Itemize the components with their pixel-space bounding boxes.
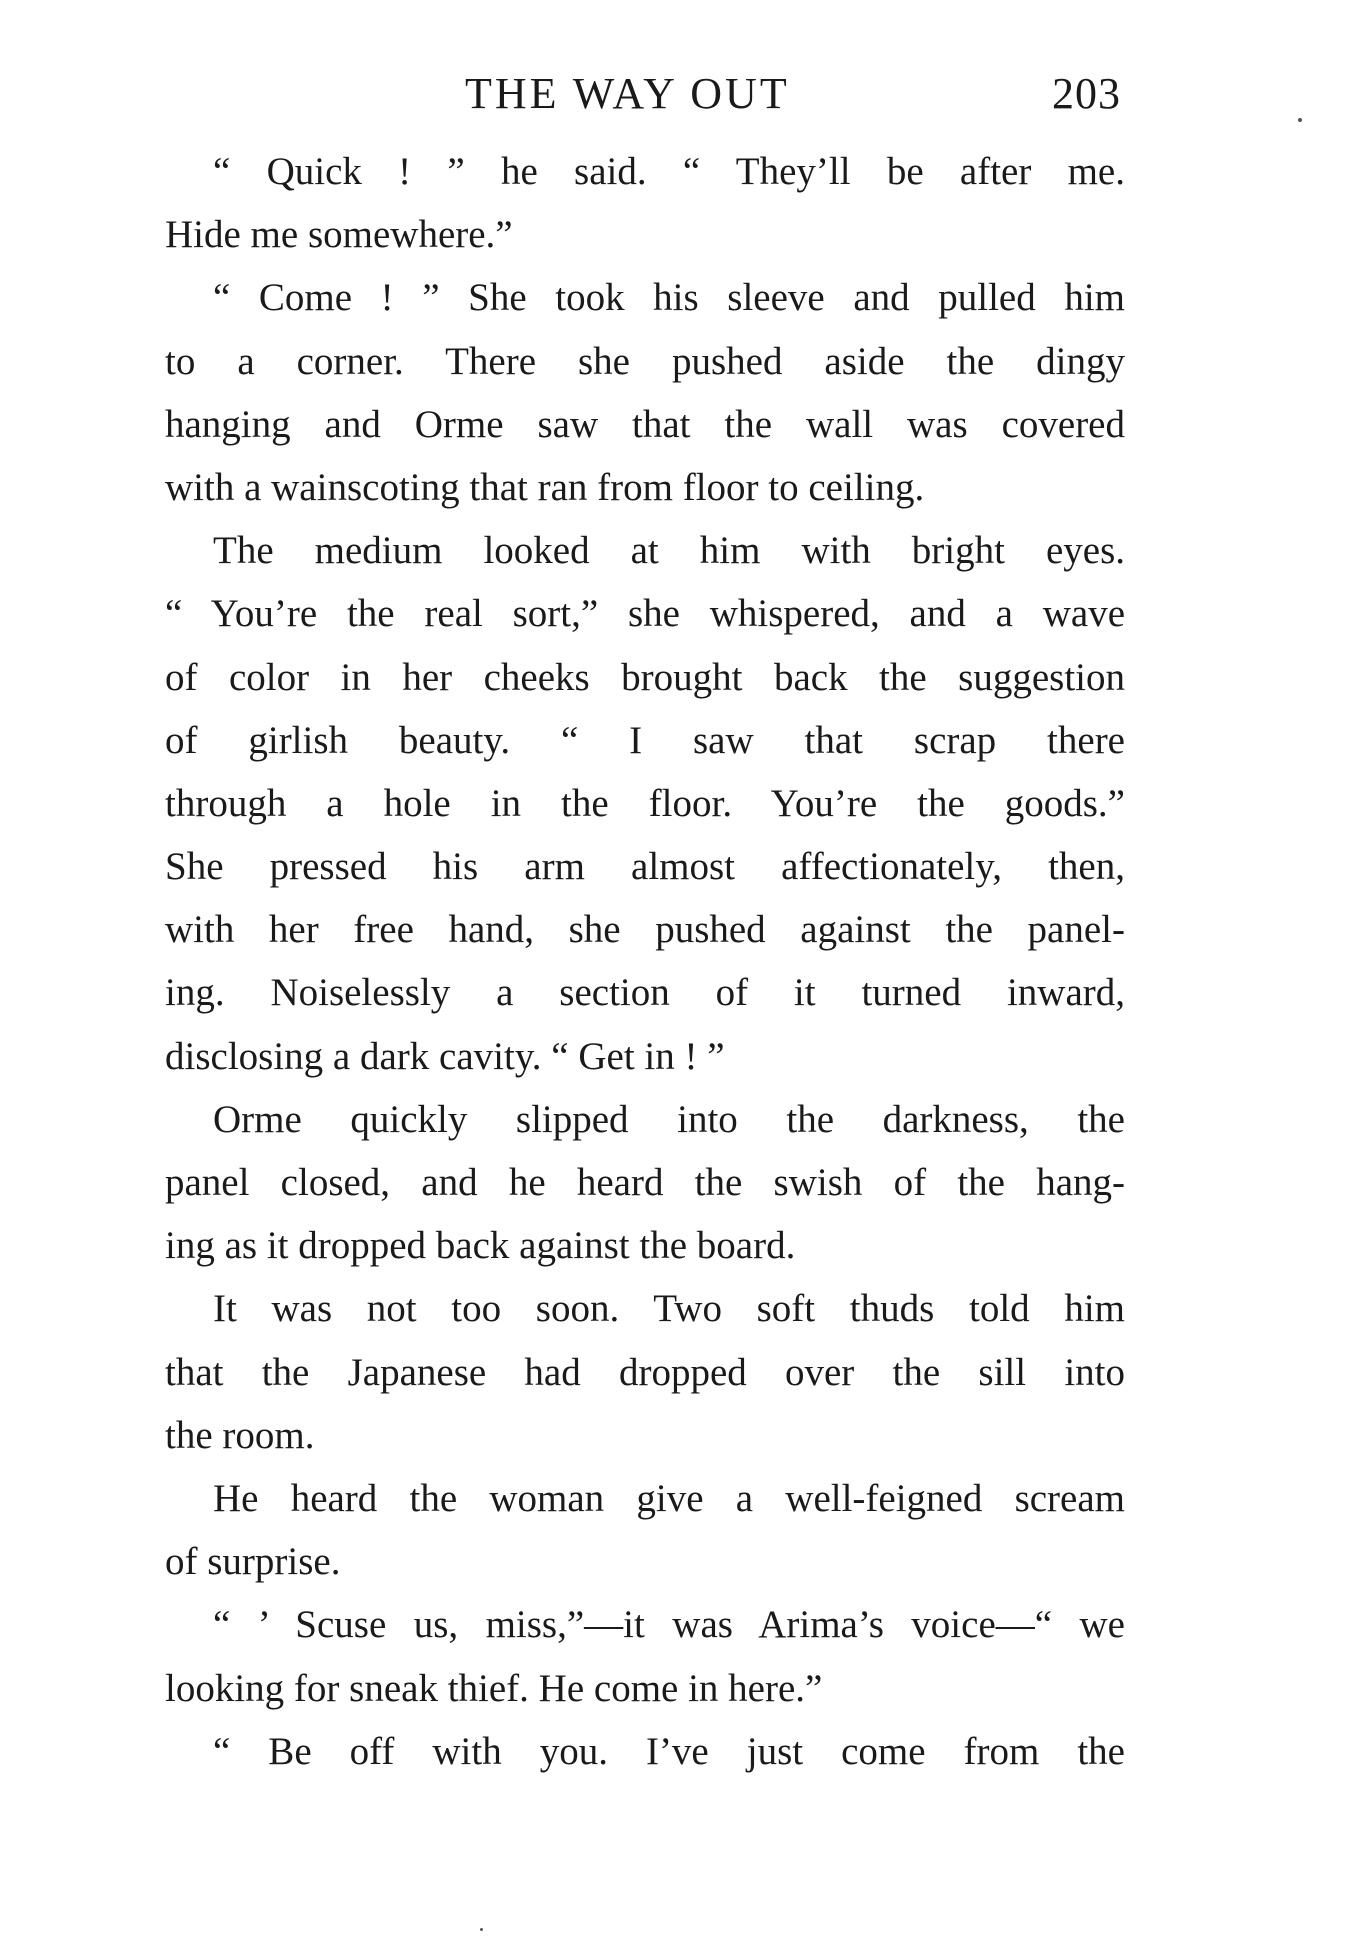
page-number: 203 [1052, 69, 1121, 118]
text-line: It was not too soon. Two soft thuds told him [213, 1287, 1125, 1331]
text-line: “ You’re the real sort,” she whispered, and a wave [165, 592, 1125, 636]
text-line: through a hole in the floor. You’re the goods.” [165, 781, 1125, 825]
running-head [165, 68, 1125, 124]
text-line: “ Come ! ” She took his sleeve and pulled him [213, 276, 1125, 320]
text-line: The medium looked at him with bright eyes. [213, 529, 1125, 573]
running-title: THE WAY OUT [465, 69, 790, 118]
text-line: Hide me somewhere.” [165, 213, 513, 257]
text-line: of surprise. [165, 1540, 341, 1584]
text-line: ing as it dropped back against the board. [165, 1224, 796, 1268]
paper-speck [1298, 118, 1302, 122]
text-line: the room. [165, 1413, 315, 1457]
text-line: looking for sneak thief. He come in here.” [165, 1666, 823, 1710]
text-line: of girlish beauty. “ I saw that scrap there [165, 718, 1125, 762]
body-text [165, 140, 1125, 1783]
text-line: “ Be off with you. I’ve just come from the [213, 1729, 1125, 1773]
text-line: She pressed his arm almost affectionately, then, [165, 845, 1125, 889]
text-line: of color in her cheeks brought back the suggestion [165, 655, 1125, 699]
text-line: panel closed, and he heard the swish of the hang- [165, 1161, 1125, 1204]
text-line: He heard the woman give a well-feigned scream [213, 1476, 1125, 1520]
text-line: ing. Noiselessly a section of it turned inward, [165, 971, 1125, 1015]
text-line: disclosing a dark cavity. “ Get in ! ” [165, 1034, 725, 1078]
text-line: Orme quickly slipped into the darkness, the [213, 1097, 1125, 1141]
text-line: that the Japanese had dropped over the sill into [165, 1350, 1125, 1394]
paper-speck [480, 1928, 483, 1931]
text-line: hanging and Orme saw that the wall was covered [165, 402, 1125, 446]
text-line: to a corner. There she pushed aside the dingy [165, 339, 1125, 383]
text-line: “ ’ Scuse us, miss,”—it was Arima’s voice—“ we [213, 1603, 1125, 1647]
text-line: with her free hand, she pushed against the panel- [165, 908, 1125, 952]
text-line: with a wainscoting that ran from floor to ceiling. [165, 465, 925, 509]
text-line: “ Quick ! ” he said. “ They’ll be after me. [213, 150, 1125, 193]
